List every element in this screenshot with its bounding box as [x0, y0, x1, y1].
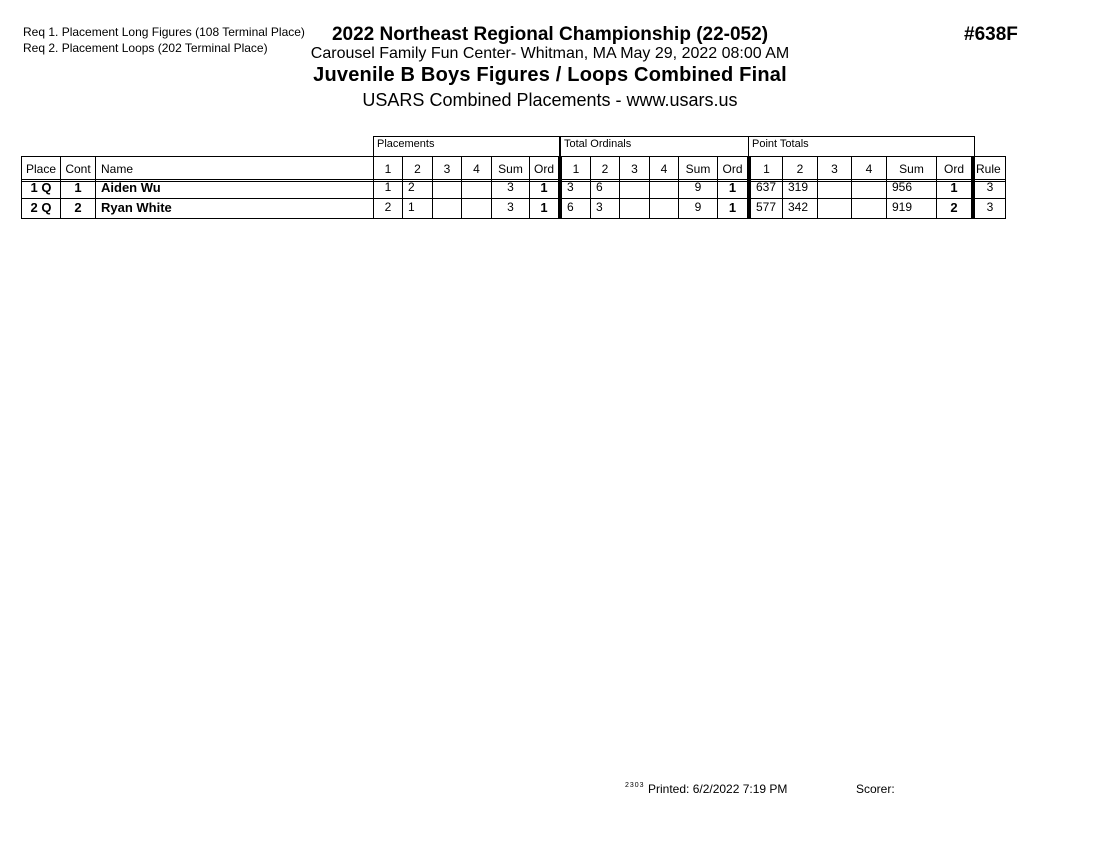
col-points-ord: Ord — [937, 157, 975, 179]
group-total-ordinals: Total Ordinals — [560, 136, 749, 156]
col-points-1: 1 — [751, 157, 783, 179]
subtitle: USARS Combined Placements - www.usars.us — [362, 90, 738, 110]
placement-ord: 1 — [530, 178, 562, 198]
requirement-2: Req 2. Placement Loops (202 Terminal Place) — [23, 41, 268, 55]
ordinal-ord: 1 — [718, 198, 751, 218]
table-row — [21, 178, 1006, 199]
col-ordinal-ord: Ord — [718, 157, 751, 179]
ordinal-4 — [650, 198, 679, 218]
ordinal-3 — [620, 178, 650, 198]
col-placement-2: 2 — [403, 157, 433, 179]
requirement-1: Req 1. Placement Long Figures (108 Terminal Place) — [23, 25, 305, 39]
ordinal-sum: 9 — [679, 178, 718, 198]
points-ord: 1 — [937, 178, 975, 198]
place: 1 Q — [22, 178, 61, 198]
ordinal-2: 6 — [591, 178, 620, 198]
scorer-label: Scorer: — [856, 782, 895, 796]
col-cont: Cont — [61, 157, 96, 179]
col-ordinal-2: 2 — [591, 157, 620, 179]
placement-1: 1 — [374, 178, 403, 198]
col-rule: Rule — [975, 157, 1006, 179]
contestant-number: 2 — [61, 198, 96, 218]
points-sum: 919 — [887, 198, 937, 218]
group-placements: Placements — [373, 136, 560, 156]
points-4 — [852, 178, 887, 198]
col-placement-1: 1 — [374, 157, 403, 179]
col-placement-3: 3 — [433, 157, 462, 179]
points-3 — [818, 198, 852, 218]
points-ord: 2 — [937, 198, 975, 218]
points-3 — [818, 178, 852, 198]
placement-2: 2 — [403, 178, 433, 198]
placement-4 — [462, 178, 492, 198]
event-title: Juvenile B Boys Figures / Loops Combined Final — [313, 64, 787, 86]
col-placement-4: 4 — [462, 157, 492, 179]
ordinal-ord: 1 — [718, 178, 751, 198]
points-sum: 956 — [887, 178, 937, 198]
col-points-2: 2 — [783, 157, 818, 179]
ordinal-1: 6 — [562, 198, 591, 218]
col-points-4: 4 — [852, 157, 887, 179]
table-row — [21, 198, 1006, 219]
contestant-number: 1 — [61, 178, 96, 198]
placement-4 — [462, 198, 492, 218]
col-placement-ord: Ord — [530, 157, 562, 179]
col-points-3: 3 — [818, 157, 852, 179]
points-4 — [852, 198, 887, 218]
placement-3 — [433, 178, 462, 198]
skater-name: Ryan White — [96, 198, 374, 218]
championship-title: 2022 Northeast Regional Championship (22-052) — [331, 24, 769, 45]
col-name: Name — [96, 157, 374, 179]
event-code: #638F — [964, 24, 1018, 45]
ordinal-2: 3 — [591, 198, 620, 218]
col-place: Place — [22, 157, 61, 179]
placement-2: 1 — [403, 198, 433, 218]
placement-ord: 1 — [530, 198, 562, 218]
points-1: 577 — [751, 198, 783, 218]
group-point-totals: Point Totals — [748, 136, 975, 156]
points-2: 319 — [783, 178, 818, 198]
footer-code: 2303 — [625, 782, 645, 789]
placement-1: 2 — [374, 198, 403, 218]
col-points-sum: Sum — [887, 157, 937, 179]
ordinal-sum: 9 — [679, 198, 718, 218]
ordinal-4 — [650, 178, 679, 198]
placement-sum: 3 — [492, 198, 530, 218]
rule: 3 — [975, 198, 1006, 218]
placement-3 — [433, 198, 462, 218]
ordinal-3 — [620, 198, 650, 218]
printed-timestamp: Printed: 6/2/2022 7:19 PM — [648, 782, 788, 796]
ordinal-1: 3 — [562, 178, 591, 198]
placement-sum: 3 — [492, 178, 530, 198]
venue-line: Carousel Family Fun Center- Whitman, MA May 29, 2022 08:00 AM — [310, 45, 790, 62]
skater-name: Aiden Wu — [96, 178, 374, 198]
col-ordinal-1: 1 — [562, 157, 591, 179]
rule: 3 — [975, 178, 1006, 198]
col-placement-sum: Sum — [492, 157, 530, 179]
col-ordinal-4: 4 — [650, 157, 679, 179]
points-1: 637 — [751, 178, 783, 198]
col-ordinal-sum: Sum — [679, 157, 718, 179]
place: 2 Q — [22, 198, 61, 218]
points-2: 342 — [783, 198, 818, 218]
col-ordinal-3: 3 — [620, 157, 650, 179]
